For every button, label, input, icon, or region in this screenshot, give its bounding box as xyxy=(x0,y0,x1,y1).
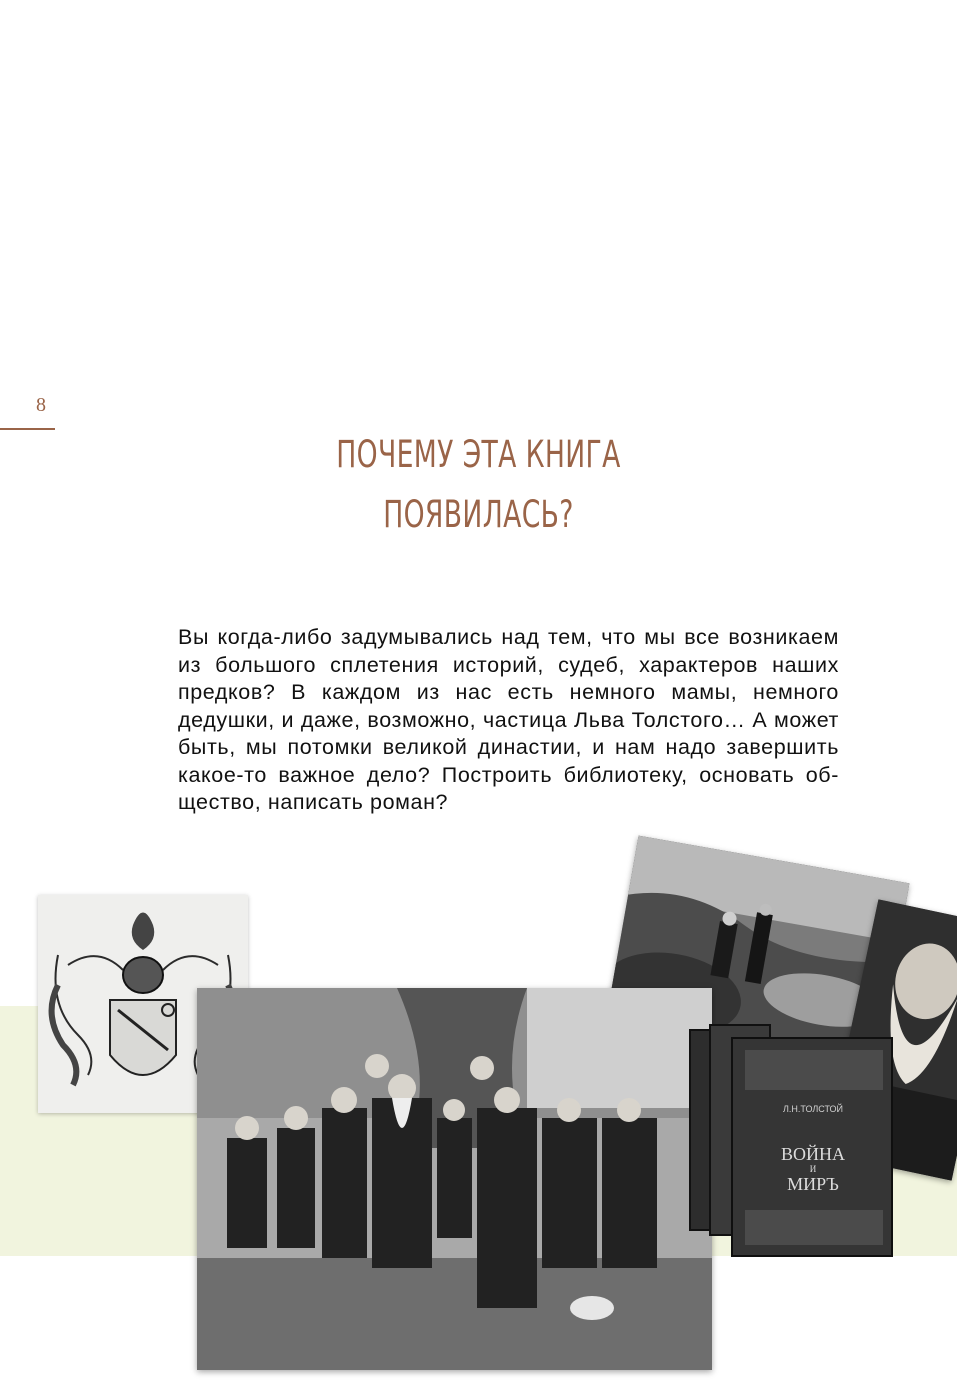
intro-line: важное дело? Построить библиотеку, основать об- xyxy=(278,762,839,787)
book-title-line-2: МИРЪ xyxy=(787,1174,839,1194)
page-title xyxy=(134,425,823,545)
page-title-line-1: ПОЧЕМУ ЭТА КНИГА xyxy=(336,433,621,476)
page-number-rule xyxy=(0,428,55,430)
intro-paragraph xyxy=(178,624,839,817)
page-title-line-2: ПОЯВИЛАСЬ? xyxy=(383,493,574,536)
intro-line: частица Льва Толстого… А может быть, мы потомки xyxy=(178,707,839,759)
intro-line: возникаем из большого сплетения историй, судеб, xyxy=(178,625,839,677)
book-author: Л.Н.ТОЛСТОЙ xyxy=(782,1104,844,1114)
intro-line: характеров наших предков? В каждом из нас есть xyxy=(178,652,839,704)
intro-line: великой династии, и нам надо завершить какое-то xyxy=(178,735,839,787)
page-number: 8 xyxy=(36,394,46,416)
family-photo xyxy=(197,988,712,1370)
war-and-peace-books-image xyxy=(685,1020,900,1260)
intro-line: Вы когда-либо задумывались над тем, что мы все xyxy=(178,625,729,649)
book-title-line-1: ВОЙНА xyxy=(780,1144,846,1164)
intro-line: щество, написать роман? xyxy=(178,790,449,814)
book-title-and: И xyxy=(809,1164,817,1174)
intro-line: немного мамы, немного дедушки, и даже, возможно, xyxy=(178,680,839,732)
